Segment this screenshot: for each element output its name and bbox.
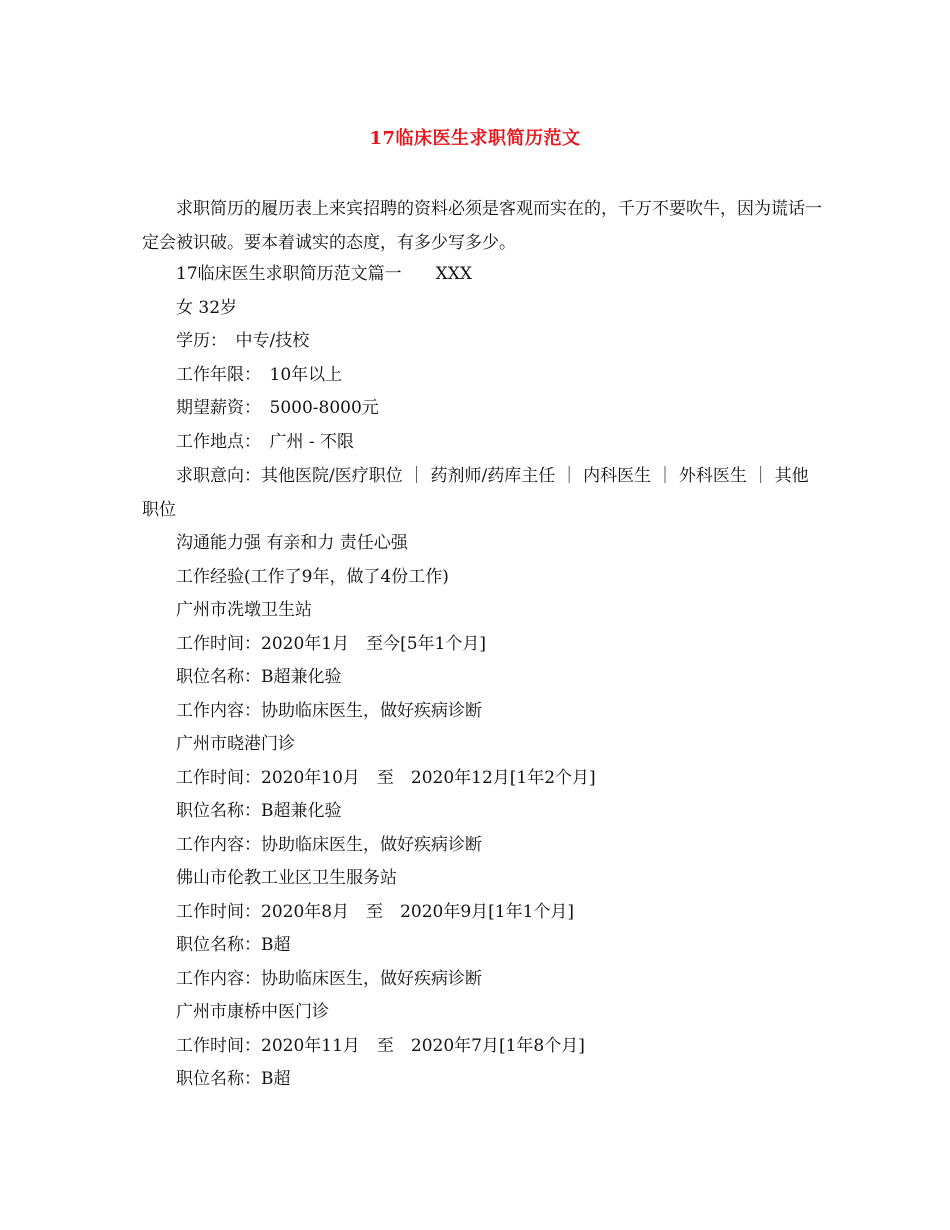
resume-heading: 17临床医生求职简历范文篇一 XXX (176, 264, 472, 284)
job-title: 职位名称：B超 (176, 935, 291, 955)
employer-name: 佛山市伦教工业区卫生服务站 (176, 868, 397, 888)
work-period: 工作时间：2020年10月 至 2020年12月[1年2个月] (176, 767, 596, 788)
education: 学历： 中专/技校 (176, 331, 310, 351)
job-content: 工作内容：协助临床医生，做好疾病诊断 (176, 968, 482, 989)
work-period: 工作时间：2020年11月 至 2020年7月[1年8个月] (176, 1035, 585, 1056)
experience-summary: 工作经验(工作了9年，做了4份工作) (176, 566, 449, 587)
resume-body (0, 258, 950, 1097)
job-content: 工作内容：协助临床医生，做好疾病诊断 (176, 834, 482, 855)
employer-name: 广州市晓港门诊 (176, 734, 295, 754)
strengths: 沟通能力强 有亲和力 责任心强 (176, 533, 408, 553)
job-intention: 求职意向：其他医院/医疗职位 ｜ 药剂师/药库主任 ｜ 内科医生 ｜ 外科医生 ｜ 其他职位 (142, 466, 809, 520)
expected-salary: 期望薪资： 5000-8000元 (176, 398, 379, 418)
document-title: 17临床医生求职简历范文 (369, 128, 581, 149)
job-title: 职位名称：B超兼化验 (176, 667, 342, 687)
work-period: 工作时间：2020年1月 至今[5年1个月] (176, 633, 486, 654)
job-title: 职位名称：B超 (176, 1069, 291, 1089)
job-title: 职位名称：B超兼化验 (176, 801, 342, 821)
employer-name: 广州市冼墩卫生站 (176, 600, 312, 620)
intro-paragraph: 求职简历的履历表上来宾招聘的资料必须是客观而实在的，千万不要吹牛，因为谎话一定会被识破。要本着诚实的态度，有多少写多少。 (142, 199, 822, 253)
work-years: 工作年限： 10年以上 (176, 364, 343, 385)
gender-age: 女 32岁 (176, 297, 238, 318)
work-period: 工作时间：2020年8月 至 2020年9月[1年1个月] (176, 901, 575, 922)
job-content: 工作内容：协助临床医生，做好疾病诊断 (176, 700, 482, 721)
work-location: 工作地点： 广州 - 不限 (176, 431, 355, 452)
employer-name: 广州市康桥中医门诊 (176, 1002, 329, 1022)
